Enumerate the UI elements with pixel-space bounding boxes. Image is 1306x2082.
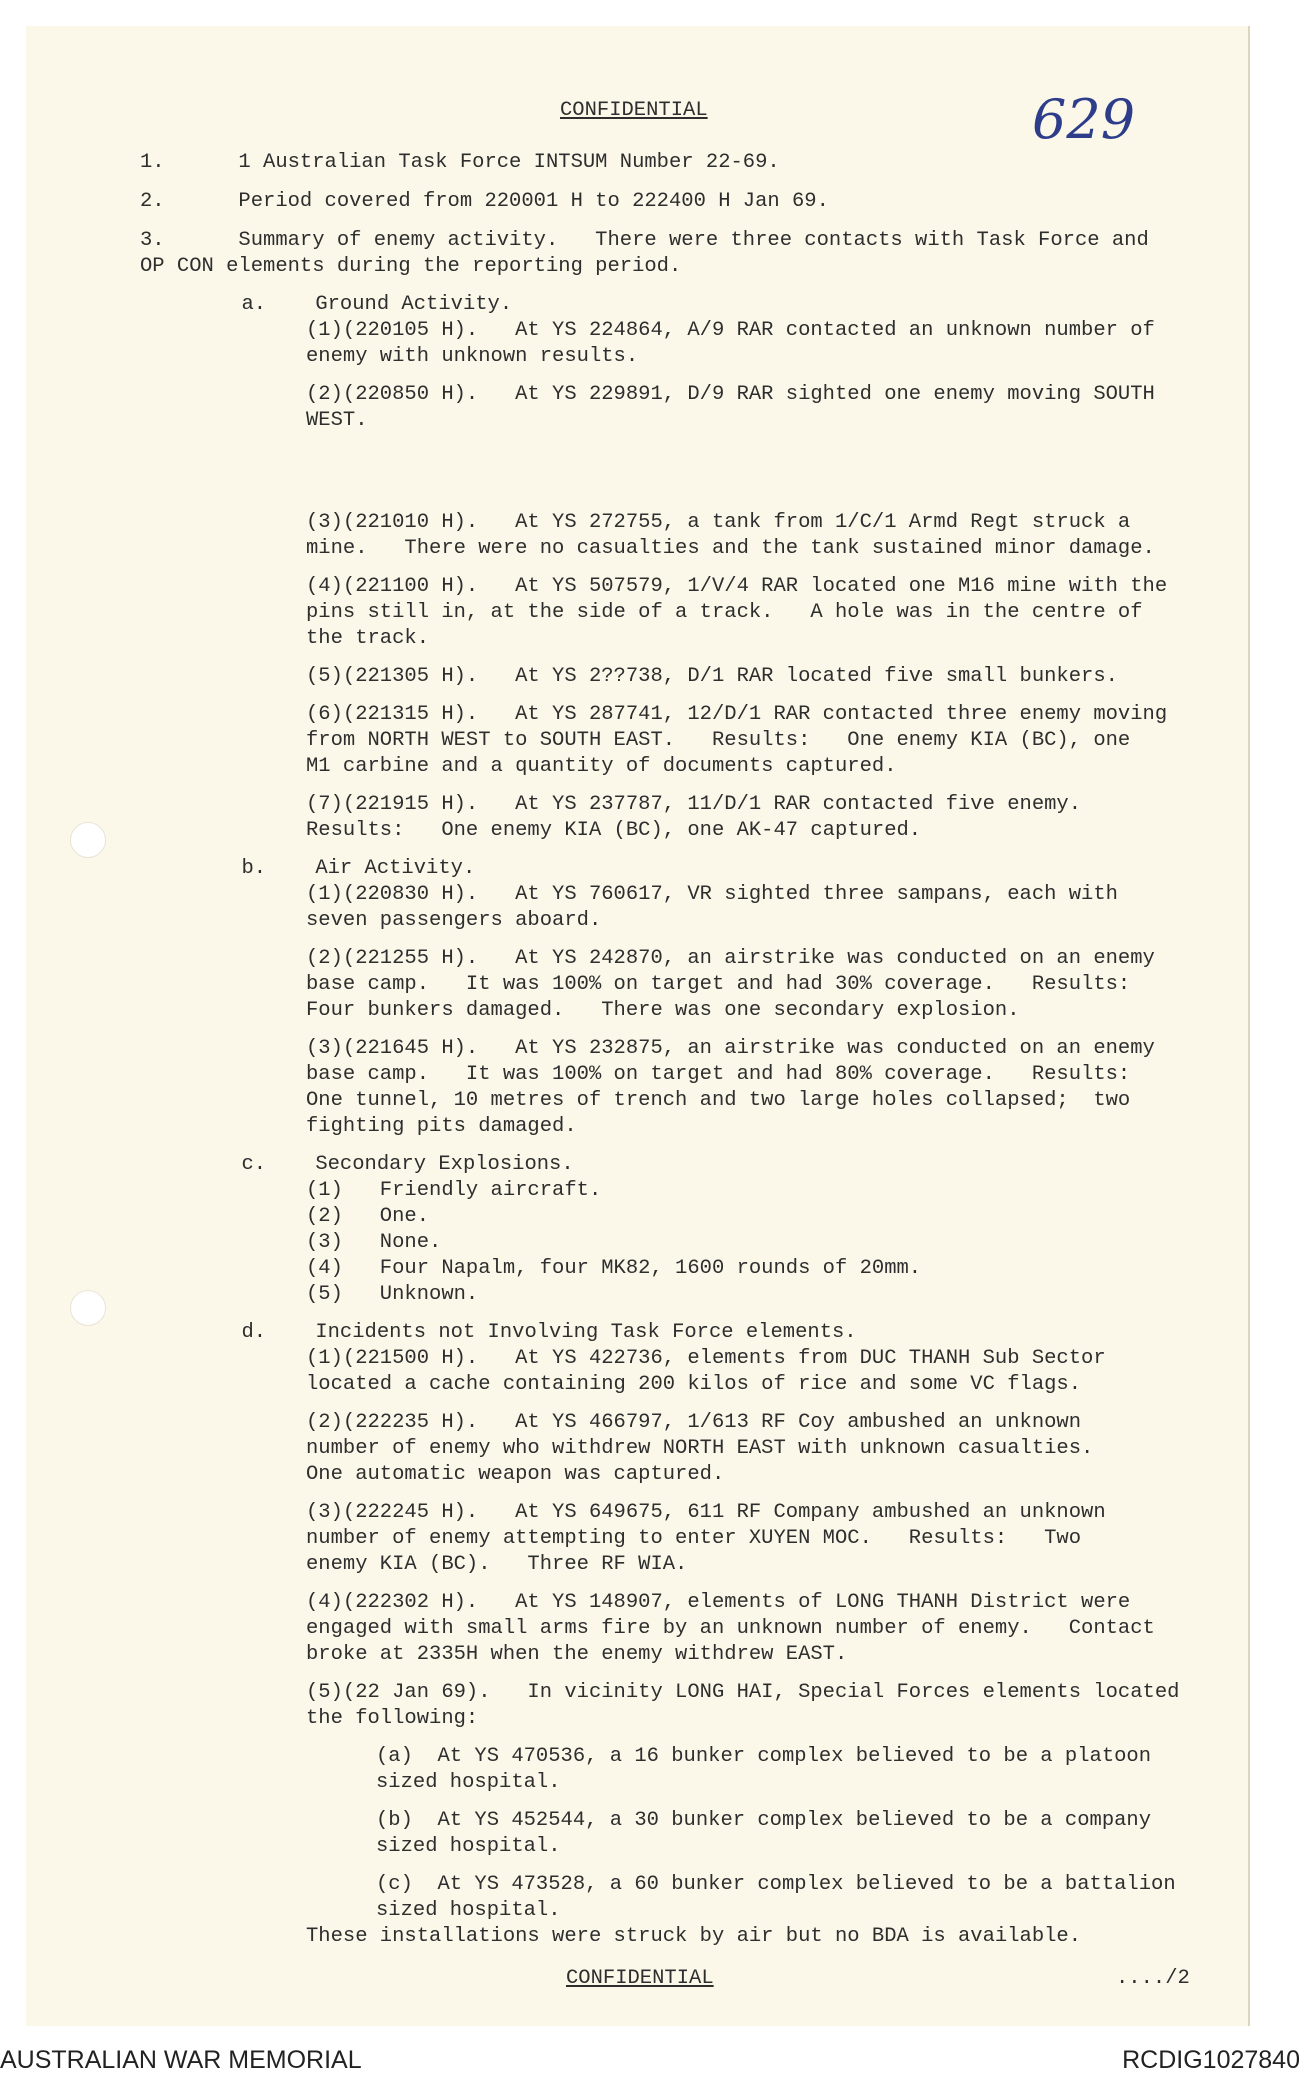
text-line: base camp. It was 100% on target and had 80% coverage. Results: [306, 1063, 1131, 1086]
text-line: (5)(221305 H). At YS 2??738, D/1 RAR located five small bunkers. [306, 665, 1118, 688]
sub-list-item: (c) At YS 473528, a 60 bunker complex believed to be a battalion [376, 1873, 1176, 1896]
page-continuation: ..../2 [1116, 1967, 1190, 1990]
text-line: number of enemy attempting to enter XUYEN MOC. Results: Two [306, 1527, 1082, 1550]
list-item: (4) Four Napalm, four MK82, 1600 rounds of 20mm. [306, 1257, 922, 1280]
text-line: (7)(221915 H). At YS 237787, 11/D/1 RAR contacted five enemy. [306, 793, 1082, 816]
text-line: number of enemy who withdrew NORTH EAST with unknown casualties. [306, 1437, 1094, 1460]
text-line: (2)(222235 H). At YS 466797, 1/613 RF Coy ambushed an unknown [306, 1411, 1082, 1434]
section-heading: b. Air Activity. [180, 857, 476, 880]
text-line: seven passengers aboard. [306, 909, 602, 932]
text-line: base camp. It was 100% on target and had 30% coverage. Results: [306, 973, 1131, 996]
text-line: (6)(221315 H). At YS 287741, 12/D/1 RAR contacted three enemy moving [306, 703, 1168, 726]
text-line: (2)(220850 H). At YS 229891, D/9 RAR sighted one enemy moving SOUTH [306, 383, 1155, 406]
handwritten-page-number: 629 [1032, 88, 1136, 151]
text-line: (5)(22 Jan 69). In vicinity LONG HAI, Special Forces elements located [306, 1681, 1180, 1704]
text-line: (3)(221010 H). At YS 272755, a tank from 1/C/1 Armd Regt struck a [306, 511, 1131, 534]
text-line: the track. [306, 627, 430, 650]
section-heading: d. Incidents not Involving Task Force elements. [180, 1321, 857, 1344]
text-line: (1)(220830 H). At YS 760617, VR sighted three sampans, each with [306, 883, 1118, 906]
text-line: 2. Period covered from 220001 H to 222400 H Jan 69. [140, 190, 829, 213]
text-line: mine. There were no casualties and the tank sustained minor damage. [306, 537, 1155, 560]
text-line: One tunnel, 10 metres of trench and two large holes collapsed; two [306, 1089, 1131, 1112]
text-line: (4)(222302 H). At YS 148907, elements of LONG THANH District were [306, 1591, 1131, 1614]
list-item: (1) Friendly aircraft. [306, 1179, 602, 1202]
header-classification: CONFIDENTIAL [560, 99, 708, 122]
text-line: enemy with unknown results. [306, 345, 639, 368]
sub-list-item: (a) At YS 470536, a 16 bunker complex believed to be a platoon [376, 1745, 1152, 1768]
footer-classification: CONFIDENTIAL [566, 1967, 714, 1990]
archive-reference: RCDIG1027840 [1122, 2046, 1300, 2074]
text-line: These installations were struck by air but no BDA is available. [306, 1925, 1082, 1948]
text-line: from NORTH WEST to SOUTH EAST. Results: One enemy KIA (BC), one [306, 729, 1131, 752]
text-line: located a cache containing 200 kilos of rice and some VC flags. [306, 1373, 1082, 1396]
sub-list-item: sized hospital. [376, 1899, 561, 1922]
punch-hole [70, 1290, 106, 1326]
text-line: (1)(221500 H). At YS 422736, elements from DUC THANH Sub Sector [306, 1347, 1106, 1370]
sub-list-item: (b) At YS 452544, a 30 bunker complex believed to be a company [376, 1809, 1152, 1832]
list-item: (5) Unknown. [306, 1283, 479, 1306]
section-heading: c. Secondary Explosions. [180, 1153, 574, 1176]
text-line: fighting pits damaged. [306, 1115, 577, 1138]
sub-list-item: sized hospital. [376, 1835, 561, 1858]
archive-credit: AUSTRALIAN WAR MEMORIAL [0, 2046, 362, 2074]
text-line: Results: One enemy KIA (BC), one AK-47 captured. [306, 819, 922, 842]
text-line: Four bunkers damaged. There was one secondary explosion. [306, 999, 1020, 1022]
text-line: enemy KIA (BC). Three RF WIA. [306, 1553, 688, 1576]
text-line: (4)(221100 H). At YS 507579, 1/V/4 RAR located one M16 mine with the [306, 575, 1168, 598]
text-line: (2)(221255 H). At YS 242870, an airstrike was conducted on an enemy [306, 947, 1155, 970]
sub-list-item: sized hospital. [376, 1771, 561, 1794]
text-line: M1 carbine and a quantity of documents captured. [306, 755, 897, 778]
text-line: 1. 1 Australian Task Force INTSUM Number 22-69. [140, 151, 780, 174]
text-line: (3)(221645 H). At YS 232875, an airstrike was conducted on an enemy [306, 1037, 1155, 1060]
text-line: One automatic weapon was captured. [306, 1463, 725, 1486]
punch-hole [70, 822, 106, 858]
text-line: WEST. [306, 409, 368, 432]
list-item: (2) One. [306, 1205, 430, 1228]
text-line: pins still in, at the side of a track. A hole was in the centre of [306, 601, 1143, 624]
text-line: engaged with small arms fire by an unknown number of enemy. Contact [306, 1617, 1155, 1640]
section-heading: a. Ground Activity. [180, 293, 513, 316]
text-line: the following: [306, 1707, 479, 1730]
text-line: (3)(222245 H). At YS 649675, 611 RF Company ambushed an unknown [306, 1501, 1106, 1524]
text-line: broke at 2335H when the enemy withdrew EAST. [306, 1643, 848, 1666]
text-line: (1)(220105 H). At YS 224864, A/9 RAR contacted an unknown number of [306, 319, 1155, 342]
text-line: OP CON elements during the reporting period. [140, 255, 682, 278]
text-line: 3. Summary of enemy activity. There were three contacts with Task Force and [140, 229, 1149, 252]
list-item: (3) None. [306, 1231, 442, 1254]
